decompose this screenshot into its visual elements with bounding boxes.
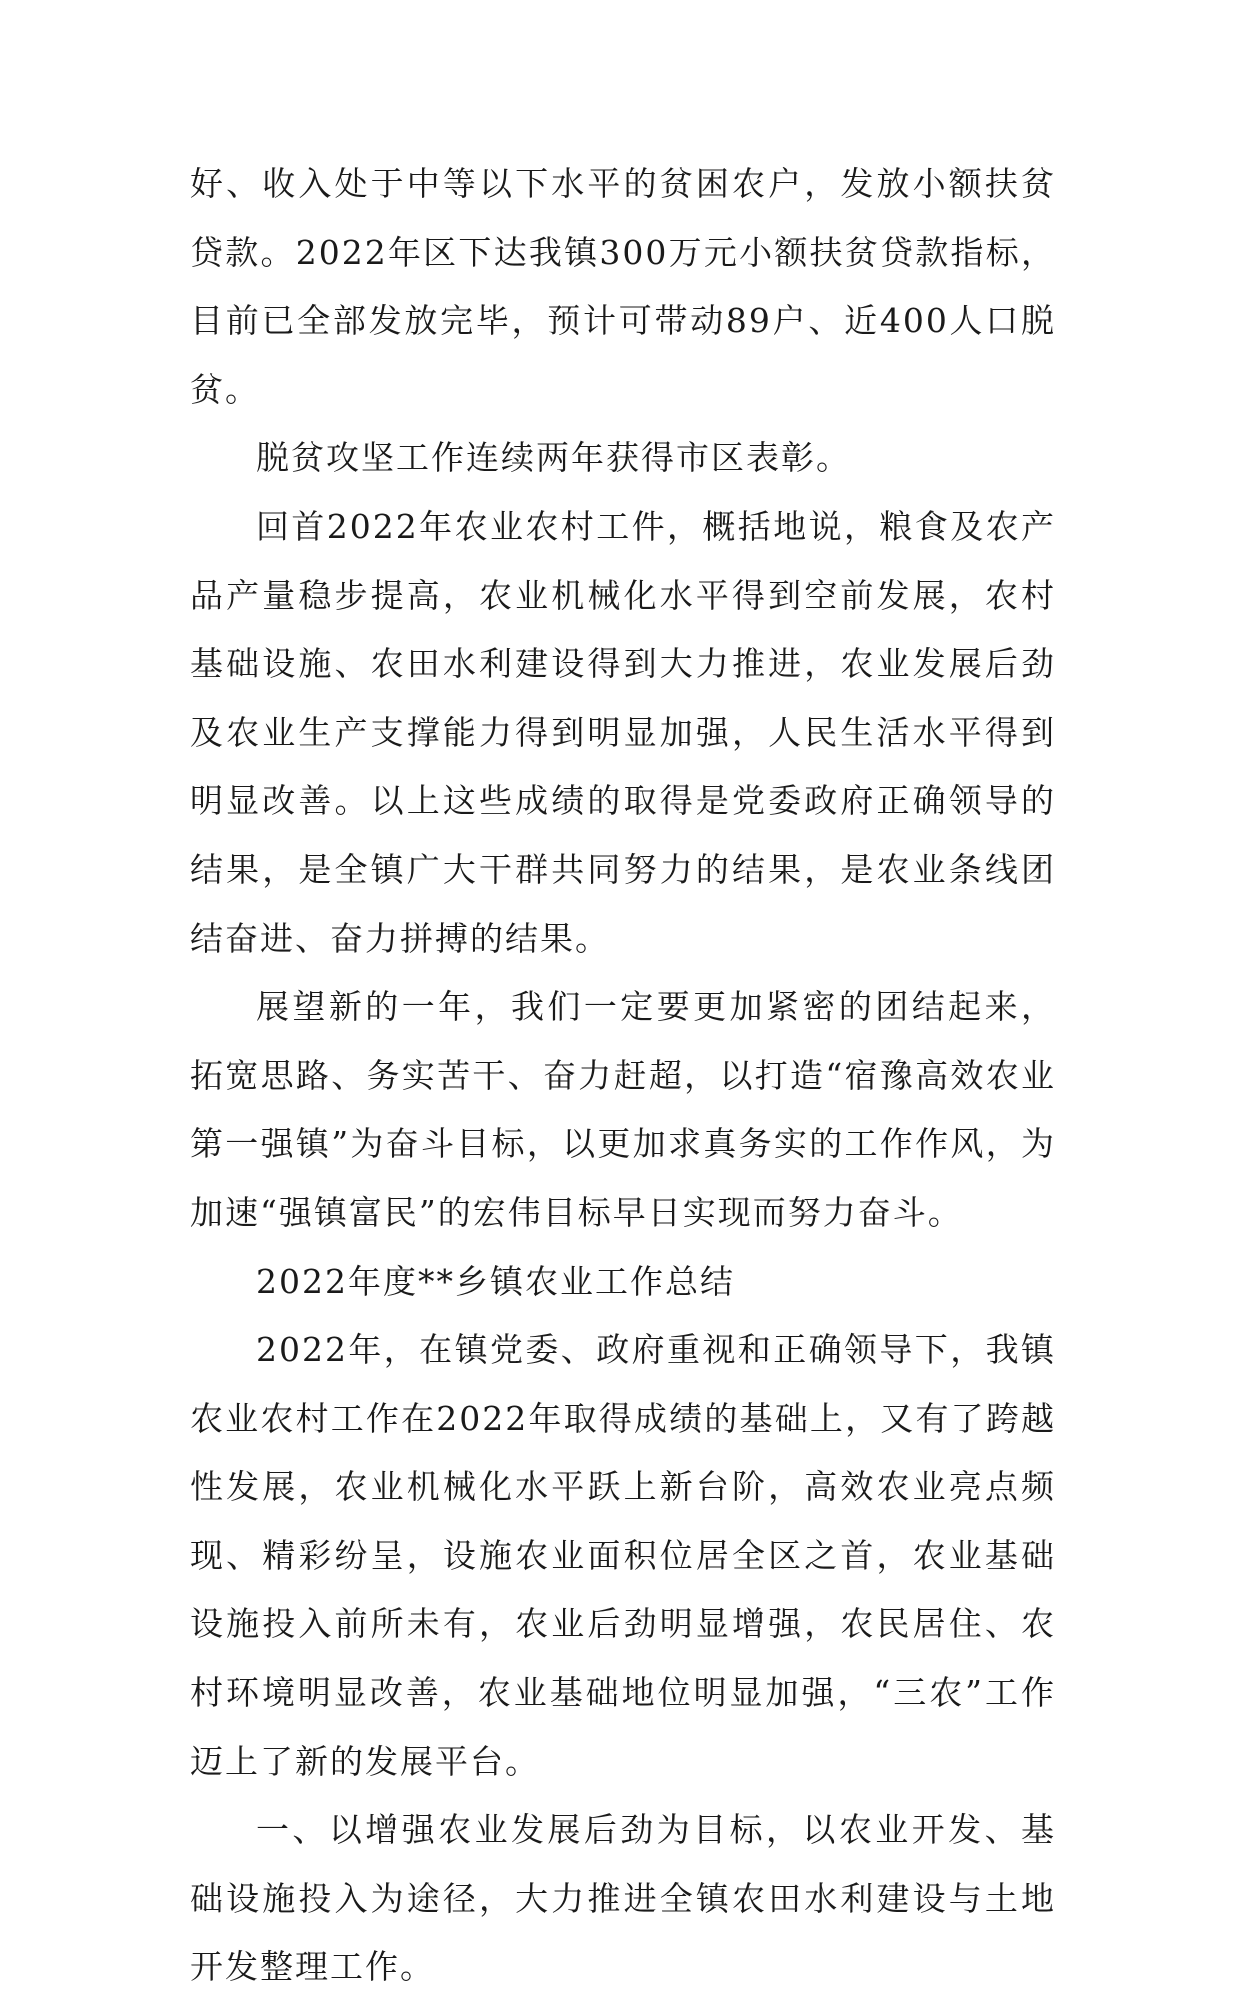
document-body (190, 150, 1056, 2002)
paragraph-3: 回首2022年农业农村工件，概括地说，粮食及农产品产量稳步提高，农业机械化水平得到空前发展，农村基础设施、农田水利建设得到大力推进，农业发展后劲及农业生产支撑能力得到明显加强，人民生活水平得到明显改善。以上这些成绩的取得是党委政府正确领导的结果，是全镇广大干群共同努力的结果，是农业条线团结奋进、奋力拼搏的结果。 (190, 506, 1056, 958)
paragraph-5: 2022年，在镇党委、政府重视和正确领导下，我镇农业农村工作在2022年取得成绩的基础上，又有了跨越性发展，农业机械化水平跃上新台阶，高效农业亮点频现、精彩纷呈，设施农业面积位居全区之首，农业基础设施投入前所未有，农业后劲明显增强，农民居住、农村环境明显改善，农业基础地位明显加强，“三农”工作迈上了新的发展平台。 (190, 1330, 1056, 1781)
paragraph-6: 一、以增强农业发展后劲为目标，以农业开发、基础设施投入为途径，大力推进全镇农田水利建设与土地开发整理工作。 (190, 1810, 1056, 1987)
paragraph-1: 好、收入处于中等以下水平的贫困农户，发放小额扶贫贷款。2022年区下达我镇300万元小额扶贫贷款指标，目前已全部发放完毕，预计可带动89户、近400人口脱贫。 (190, 164, 1056, 409)
paragraph-4: 展望新的一年，我们一定要更加紧密的团结起来，拓宽思路、务实苦干、奋力赶超，以打造“宿豫高效农业第一强镇”为奋斗目标，以更加求真务实的工作作风，为加速“强镇富民”的宏伟目标早日实现而努力奋斗。 (190, 987, 1056, 1232)
paragraph-2: 脱贫攻坚工作连续两年获得市区表彰。 (256, 438, 851, 478)
section-title: 2022年度**乡镇农业工作总结 (256, 1261, 735, 1301)
